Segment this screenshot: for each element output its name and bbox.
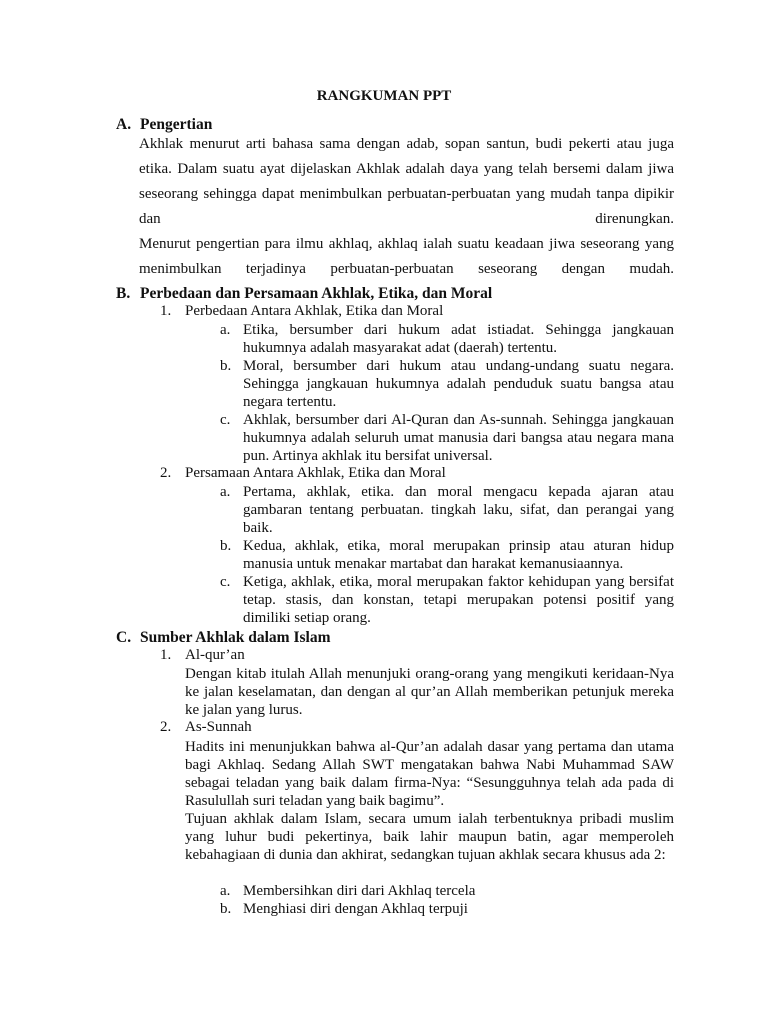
- item-text: Pertama, akhlak, etika. dan moral mengacu kepada ajaran atau gambaran tentang perbuatan. tingkah laku, sifat, dan perangai yang baik.: [243, 484, 674, 536]
- list-item: [220, 357, 674, 411]
- list-item-number: [160, 465, 446, 482]
- section-title: Sumber Akhlak dalam Islam: [140, 629, 331, 646]
- list-item: [220, 483, 674, 537]
- list-item: [220, 573, 674, 627]
- list-item-number: [160, 719, 252, 736]
- section-a-paragraph-1: Akhlak menurut arti bahasa sama dengan adab, sopan santun, budi pekerti atau juga etika. Dalam suatu ayat dijelaskan Akhlak adalah daya yang telah bersemi dalam jiwa seseorang sehingga dapat menimbulkan perbuatan-perbuatan yang mudah tanpa dipikir dan direnungkan.: [139, 136, 674, 227]
- item-paragraph: Tujuan akhlak dalam Islam, secara umum ialah terbentuknya pribadi muslim yang luhur budi pekertinya, baik lahir maupun batin, agar memperoleh kebahagiaan di dunia dan akhirat, sedangkan tujuan akhlak secara khusus ada 2:: [185, 811, 674, 863]
- list-item: [220, 537, 674, 573]
- item-number: 2.: [160, 719, 172, 735]
- list-item-number: [160, 303, 443, 320]
- item-label: Persamaan Antara Akhlak, Etika dan Moral: [185, 465, 446, 481]
- item-number: 1.: [160, 647, 172, 663]
- item-letter: b.: [220, 358, 232, 374]
- section-c-heading: [116, 629, 331, 647]
- section-letter: A.: [116, 116, 132, 133]
- item-paragraph: Dengan kitab itulah Allah menunjuki orang-orang yang mengikuti keridaan-Nya ke jalan keselamatan, dan dengan al qur’an Allah memberikan petunjuk mereka ke jalan yang lurus.: [185, 666, 674, 718]
- item-text: Akhlak, bersumber dari Al-Quran dan As-sunnah. Sehingga jangkauan hukumnya adalah seluruh umat manusia dari bangsa atau negara mana pun. Artinya akhlak itu bersifat universal.: [243, 412, 674, 464]
- item-letter: a.: [220, 883, 231, 899]
- section-b-heading: [116, 285, 492, 303]
- list-item-number: [160, 647, 245, 664]
- item-letter: b.: [220, 901, 232, 917]
- list-item: [220, 411, 674, 465]
- item-letter: c.: [220, 574, 231, 590]
- section-title: Perbedaan dan Persamaan Akhlak, Etika, dan Moral: [140, 285, 493, 302]
- item-letter: c.: [220, 412, 231, 428]
- item-number: 2.: [160, 465, 172, 481]
- item-text: Etika, bersumber dari hukum adat istiadat. Sehingga jangkauan hukumnya adalah masyarakat adat (daerah) tertentu.: [243, 322, 674, 356]
- section-letter: B.: [116, 285, 131, 302]
- item-text: Menghiasi diri dengan Akhlaq terpuji: [243, 901, 468, 917]
- item-label: Perbedaan Antara Akhlak, Etika dan Moral: [185, 303, 444, 319]
- section-letter: C.: [116, 629, 132, 646]
- list-item: [220, 900, 674, 918]
- item-letter: a.: [220, 484, 231, 500]
- list-item: [220, 882, 674, 900]
- section-a-paragraph-2: Menurut pengertian para ilmu akhlaq, akhlaq ialah suatu keadaan jiwa seseorang yang menimbulkan terjadinya perbuatan-perbuatan seseorang dengan mudah.: [139, 236, 674, 277]
- item-label: Al-qur’an: [185, 647, 245, 663]
- item-letter: b.: [220, 538, 232, 554]
- item-text: Ketiga, akhlak, etika, moral merupakan faktor kehidupan yang bersifat tetap. stasis, dan konstan, tetapi merupakan potensi positif yang dimiliki setiap orang.: [243, 574, 674, 626]
- item-letter: a.: [220, 322, 231, 338]
- item-label: As-Sunnah: [185, 719, 252, 735]
- item-text: Kedua, akhlak, etika, moral merupakan prinsip atau aturan hidup manusia untuk menakar martabat dan harakat kemanusiaannya.: [243, 538, 674, 572]
- item-paragraph: Hadits ini menunjukkan bahwa al-Qur’an adalah dasar yang pertama dan utama bagi Akhlaq. Sedang Allah SWT mengatakan bahwa Nabi Muhammad SAW sebagai teladan yang baik dalam firma-Nya: “Sesungguhnya telah ada pada di Rasulullah suri teladan yang baik bagimu”.: [185, 739, 674, 809]
- item-number: 1.: [160, 303, 172, 319]
- item-text: Moral, bersumber dari hukum atau undang-undang suatu negara. Sehingga jangkauan hukumnya adalah penduduk suatu bangsa atau negara tertentu.: [243, 358, 674, 410]
- section-title: Pengertian: [140, 116, 213, 133]
- page-title: RANGKUMAN PPT: [316, 88, 452, 104]
- list-item: [220, 321, 674, 357]
- item-text: Membersihkan diri dari Akhlaq tercela: [243, 883, 476, 899]
